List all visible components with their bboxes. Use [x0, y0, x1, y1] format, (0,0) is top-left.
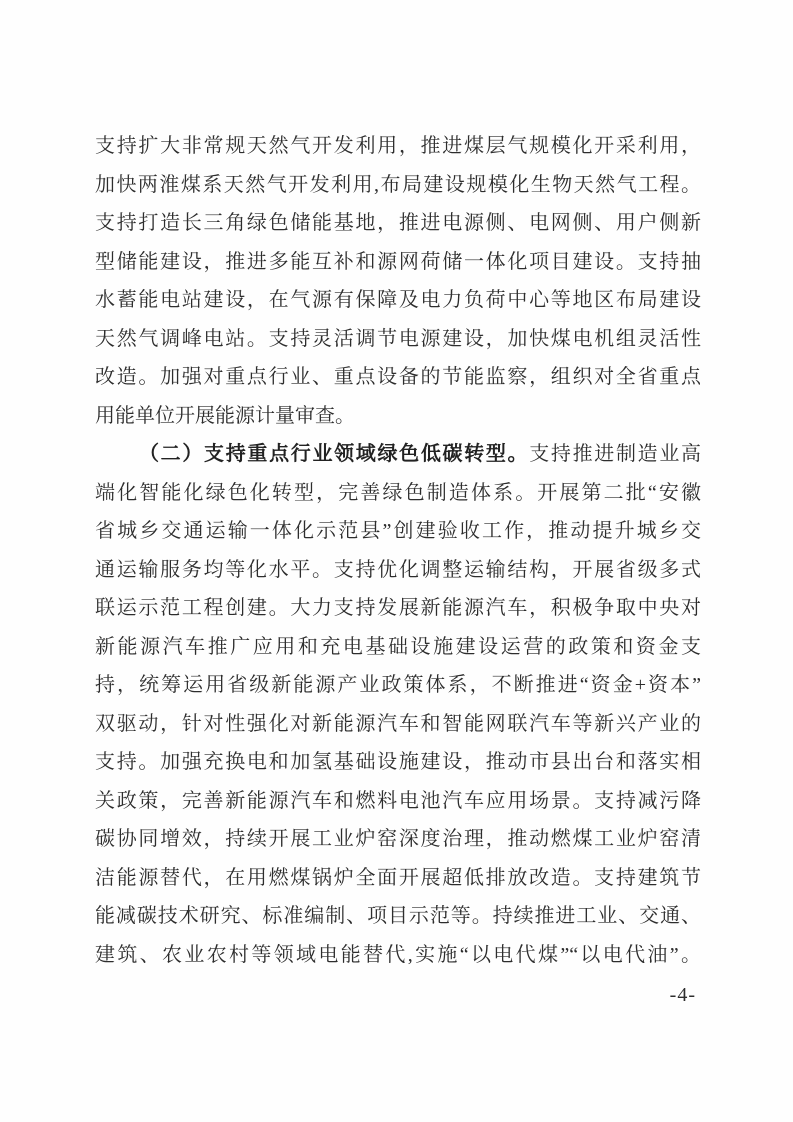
doc-line	[95, 666, 701, 705]
line-text: 新能源汽车推广应用和充电基础设施建设运营的政策和资金支	[95, 635, 701, 658]
doc-line	[95, 589, 701, 628]
doc-line	[95, 127, 701, 166]
doc-line	[95, 859, 701, 898]
doc-line	[95, 705, 701, 744]
doc-line	[95, 743, 701, 782]
doc-line	[95, 474, 701, 513]
line-text: 型储能建设，推进多能互补和源网荷储一体化项目建设。支持抽	[95, 250, 701, 273]
doc-line	[95, 782, 701, 821]
doc-line	[95, 936, 701, 975]
doc-line	[95, 320, 701, 359]
doc-line	[95, 512, 701, 551]
doc-line	[95, 281, 701, 320]
line-text: 加快两淮煤系天然气开发利用,布局建设规模化生物天然气工程。	[95, 173, 701, 196]
doc-line	[95, 204, 701, 243]
doc-line	[95, 897, 701, 936]
line-text: 支持。加强充换电和加氢基础设施建设，推动市县出台和落实相	[95, 751, 701, 773]
doc-line	[95, 551, 701, 590]
line-text: 碳协同增效，持续开展工业炉窑深度治理，推动燃煤工业炉窑清	[95, 828, 701, 850]
line-text: 建筑、农业农村等领域电能替代,实施“以电代煤”“以电代油”。	[95, 943, 701, 966]
line-text: 省城乡交通运输一体化示范县”创建验收工作，推动提升城乡交	[95, 520, 701, 542]
doc-line-section-start	[95, 435, 701, 474]
doc-line	[95, 820, 701, 859]
line-text: 改造。加强对重点行业、重点设备的节能监察，组织对全省重点	[95, 366, 701, 388]
line-text: 支持推进制造业高	[529, 443, 702, 465]
line-text: 用能单位开展能源计量审查。	[95, 404, 355, 427]
doc-line	[95, 243, 701, 282]
doc-line	[95, 628, 701, 667]
line-text: 能减碳技术研究、标准编制、项目示范等。持续推进工业、交通、	[95, 905, 701, 927]
line-text: 支持打造长三角绿色储能基地，推进电源侧、电网侧、用户侧新	[95, 212, 701, 234]
line-text: 联运示范工程创建。大力支持发展新能源汽车，积极争取中央对	[95, 597, 701, 619]
page-number: -4-	[669, 984, 696, 1006]
line-text: 关政策，完善新能源汽车和燃料电池汽车应用场景。支持减污降	[95, 789, 701, 812]
line-text: 端化智能化绿色化转型，完善绿色制造体系。开展第二批“安徽	[95, 481, 701, 504]
doc-line	[95, 358, 701, 397]
line-text: 双驱动，针对性强化对新能源汽车和智能网联汽车等新兴产业的	[95, 712, 701, 735]
line-text: 水蓄能电站建设，在气源有保障及电力负荷中心等地区布局建设	[95, 289, 701, 311]
line-text: 持，统筹运用省级新能源产业政策体系，不断推进“资金+资本”	[95, 674, 701, 696]
line-text: 天然气调峰电站。支持灵活调节电源建设，加快煤电机组灵活性	[95, 327, 701, 350]
line-text: 支持扩大非常规天然气开发利用，推进煤层气规模化开采利用，	[95, 135, 701, 157]
line-text: 通运输服务均等化水平。支持优化调整运输结构，开展省级多式	[95, 558, 701, 581]
section-heading: （二）支持重点行业领域绿色低碳转型。	[139, 443, 530, 465]
line-text: 洁能源替代，在用燃煤锅炉全面开展超低排放改造。支持建筑节	[95, 866, 701, 889]
doc-line-paragraph-end	[95, 397, 701, 436]
document-body	[95, 127, 701, 974]
doc-line	[95, 166, 701, 205]
